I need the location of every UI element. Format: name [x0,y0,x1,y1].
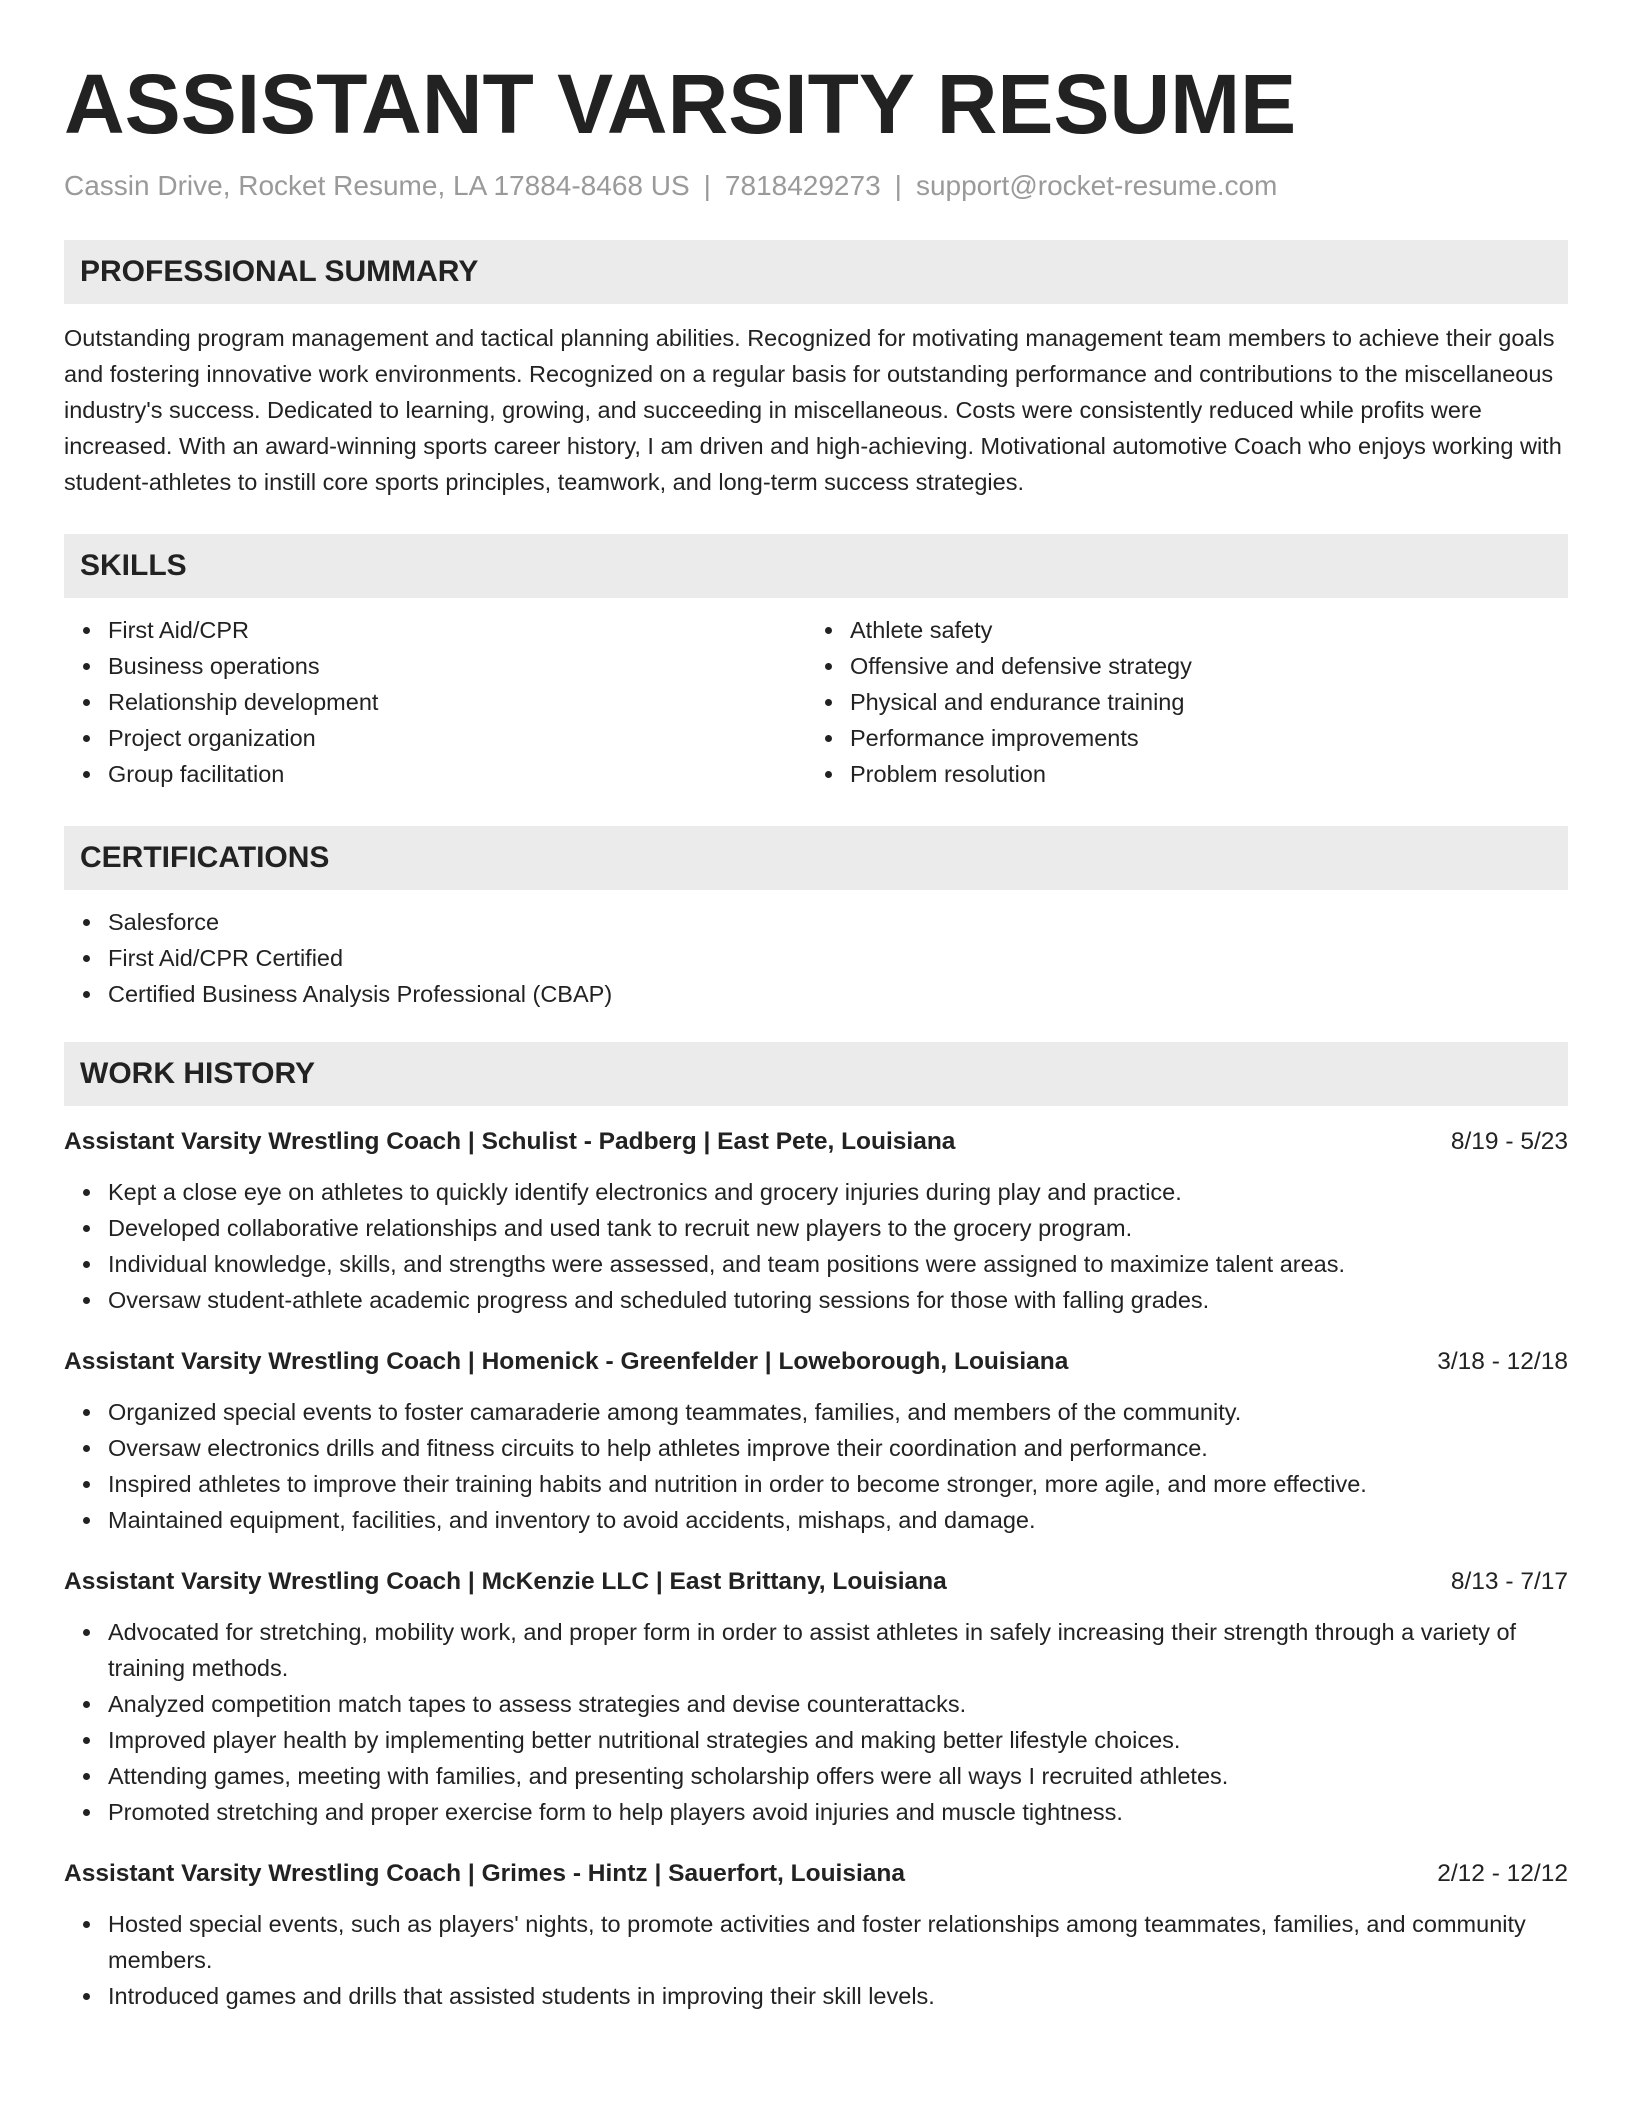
job-dates: 2/12 - 12/12 [1437,1860,1568,1887]
job-entry [64,1856,1568,2014]
job-title: Assistant Varsity Wrestling Coach | Grimes - Hintz | Sauerfort, Louisiana [64,1860,906,1887]
list-item: Relationship development [108,684,806,720]
job-bullets [64,1174,1568,1318]
list-item: Individual knowledge, skills, and strengths were assessed, and team positions were assigned to maximize talent areas. [108,1246,1568,1282]
list-item: First Aid/CPR Certified [108,940,1568,976]
list-item: Athlete safety [850,612,1548,648]
resume-title: ASSISTANT VARSITY RESUME [64,57,1297,151]
job-entry [64,1564,1568,1830]
job-entry [64,1124,1568,1318]
list-item: Attending games, meeting with families, and presenting scholarship offers were all ways I recruited athletes. [108,1758,1568,1794]
contact-separator: | [894,170,902,201]
summary-text: Outstanding program management and tactical planning abilities. Recognized for motivating management team members to achieve their goals and fostering innovative work environments. Recognized on a regular basis for outstanding performance and contributions to the miscellaneous industry's success. Dedicated to learning, growing, and succeeding in miscellaneous. Costs were consistently reduced while profits were increased. With an award-winning sports career history, I am driven and high-achieving. Motivational automotive Coach who enjoys working with student-athletes to instill core sports principles, teamwork, and long-term success strategies. [64,325,1562,495]
list-item: Analyzed competition match tapes to assess strategies and devise counterattacks. [108,1686,1568,1722]
list-item: Oversaw student-athlete academic progress and scheduled tutoring sessions for those with falling grades. [108,1282,1568,1318]
list-item: Promoted stretching and proper exercise form to help players avoid injuries and muscle tightness. [108,1794,1568,1830]
job-header [64,1564,1568,1600]
skills-column-right [806,612,1548,792]
list-item: Improved player health by implementing better nutritional strategies and making better lifestyle choices. [108,1722,1568,1758]
list-item: Oversaw electronics drills and fitness circuits to help athletes improve their coordination and performance. [108,1430,1568,1466]
list-item: Advocated for stretching, mobility work, and proper form in order to assist athletes in safely increasing their strength through a variety of training methods. [108,1614,1568,1686]
job-dates: 3/18 - 12/18 [1437,1348,1568,1375]
list-item: Introduced games and drills that assisted students in improving their skill levels. [108,1978,1568,2014]
job-bullets [64,1614,1568,1830]
list-item: Group facilitation [108,756,806,792]
list-item: Physical and endurance training [850,684,1548,720]
list-item: Kept a close eye on athletes to quickly identify electronics and grocery injuries during play and practice. [108,1174,1568,1210]
section-heading-skills: SKILLS [64,534,1568,598]
list-item: Maintained equipment, facilities, and inventory to avoid accidents, mishaps, and damage. [108,1502,1568,1538]
job-entry [64,1344,1568,1538]
list-item: Project organization [108,720,806,756]
list-item: Developed collaborative relationships and used tank to recruit new players to the grocery program. [108,1210,1568,1246]
job-header [64,1124,1568,1160]
list-item: First Aid/CPR [108,612,806,648]
list-item: Problem resolution [850,756,1548,792]
contact-line [64,168,1568,204]
job-title: Assistant Varsity Wrestling Coach | Schulist - Padberg | East Pete, Louisiana [64,1128,956,1155]
section-heading-summary: PROFESSIONAL SUMMARY [64,240,1568,304]
job-header [64,1344,1568,1380]
job-bullets [64,1906,1568,2014]
list-item: Inspired athletes to improve their training habits and nutrition in order to become stronger, more agile, and more effective. [108,1466,1568,1502]
list-item: Offensive and defensive strategy [850,648,1548,684]
job-dates: 8/13 - 7/17 [1450,1568,1568,1595]
certifications-list [64,904,1568,1012]
job-title: Assistant Varsity Wrestling Coach | Homenick - Greenfelder | Loweborough, Louisiana [64,1348,1069,1375]
job-dates: 8/19 - 5/23 [1450,1128,1568,1155]
list-item: Salesforce [108,904,1568,940]
skills-column-left [64,612,806,792]
contact-address: Cassin Drive, Rocket Resume, LA 17884-8468 US [64,170,690,201]
contact-email: support@rocket-resume.com [915,170,1278,201]
list-item: Business operations [108,648,806,684]
contact-phone: 7818429273 [724,170,881,201]
job-title: Assistant Varsity Wrestling Coach | McKenzie LLC | East Brittany, Louisiana [64,1568,947,1595]
list-item: Organized special events to foster camaraderie among teammates, families, and members of the community. [108,1394,1568,1430]
job-header [64,1856,1568,1892]
job-bullets [64,1394,1568,1538]
list-item: Performance improvements [850,720,1548,756]
list-item: Hosted special events, such as players' nights, to promote activities and foster relationships among teammates, families, and community members. [108,1906,1568,1978]
section-heading-certifications: CERTIFICATIONS [64,826,1568,890]
skills-list [64,612,1568,792]
section-heading-work-history: WORK HISTORY [64,1042,1568,1106]
contact-separator: | [703,170,711,201]
list-item: Certified Business Analysis Professional (CBAP) [108,976,1568,1012]
